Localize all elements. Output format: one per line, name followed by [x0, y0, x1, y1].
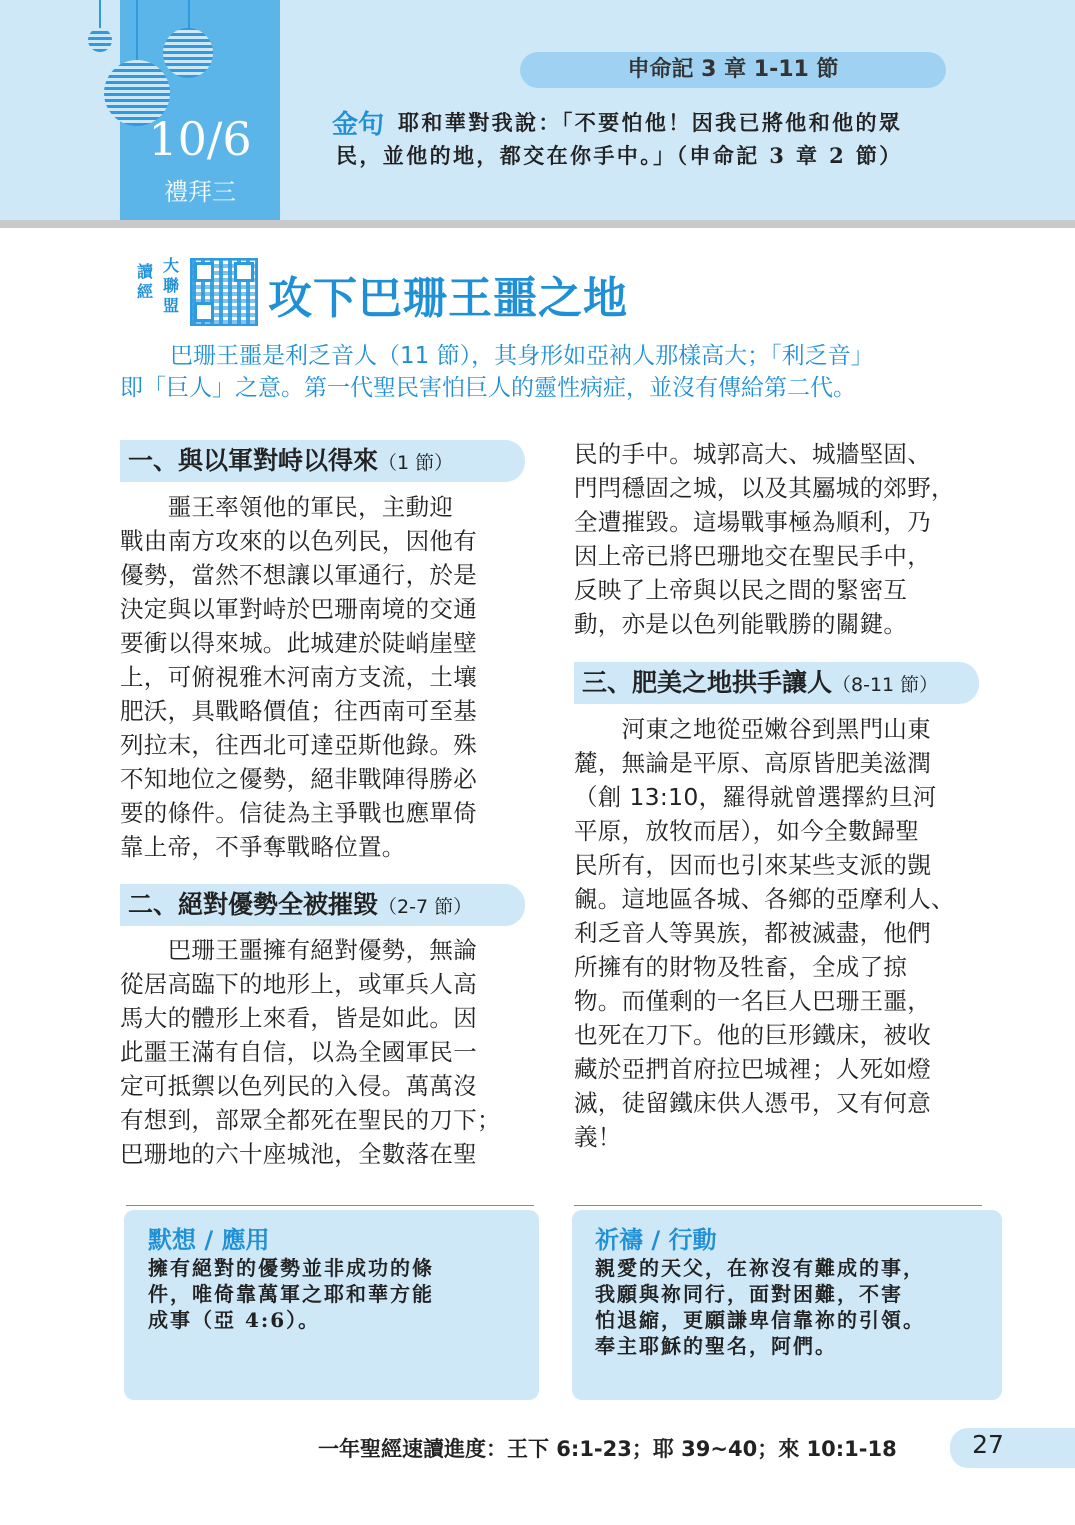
prayer-line: 怕退縮，更願謙卑信靠祢的引領。 — [595, 1308, 925, 1332]
body-line: 因上帝已將巴珊地交在聖民手中， — [574, 542, 931, 570]
header-divider — [0, 220, 1075, 228]
body-line: 全遭摧毀。這場戰事極為順利，乃 — [574, 508, 931, 536]
side-label-col2: 大聯盟 — [162, 256, 179, 315]
section-body-2 — [120, 933, 530, 1171]
body-line: 動，亦是以色列能戰勝的關鍵。 — [574, 610, 908, 638]
body-line: 定可抵禦以色列民的入侵。萬萬沒 — [120, 1072, 477, 1100]
body-line: 藏於亞捫首府拉巴城裡；人死如燈 — [574, 1055, 931, 1083]
body-line: 噩王率領他的軍民，主動迎 — [120, 493, 454, 521]
body-line: 巴珊地的六十座城池，全數落在聖 — [120, 1140, 477, 1168]
body-line: 覦。這地區各城、各鄉的亞摩利人、 — [574, 885, 955, 913]
body-line: 上，可俯視雅木河南方支流，土壤 — [120, 663, 477, 691]
side-label-col1: 讀經 — [136, 262, 153, 301]
section-heading-1 — [120, 440, 525, 482]
body-line: 反映了上帝與以民之間的緊密互 — [574, 576, 908, 604]
intro-paragraph — [120, 340, 990, 404]
section-body-3 — [574, 712, 984, 1154]
reflection-title: 默想 / 應用 — [148, 1226, 270, 1254]
prayer-line: 奉主耶穌的聖名，阿們。 — [595, 1334, 837, 1358]
body-line: 馬大的體形上來看，皆是如此。因 — [120, 1004, 477, 1032]
golden-verse-label: 金句 — [332, 110, 385, 140]
date: 10/6 — [148, 112, 252, 166]
section-heading-text: 一、與以軍對峙以得來 — [128, 446, 379, 475]
body-line: 門閂穩固之城，以及其屬城的郊野， — [574, 474, 955, 502]
body-line: 義！ — [574, 1123, 622, 1151]
body-line: 此噩王滿有自信，以為全國軍民一 — [120, 1038, 477, 1066]
section-heading-text: 二、絕對優勢全被摧毀 — [128, 890, 379, 919]
body-line: 決定與以軍對峙於巴珊南境的交通 — [120, 595, 477, 623]
body-line: 民的手中。城郭高大、城牆堅固、 — [574, 440, 931, 468]
body-line: 巴珊王噩擁有絕對優勢，無論 — [120, 936, 477, 964]
section-verse-ref: （2-7 節） — [378, 896, 473, 918]
body-line: 有想到，部眾全都死在聖民的刀下； — [120, 1106, 501, 1134]
reflection-line: 成事（亞 4:6）。 — [148, 1308, 321, 1332]
body-line: 要的條件。信徒為主爭戰也應單倚 — [120, 799, 477, 827]
qr-code-icon[interactable] — [190, 258, 258, 326]
reading-plan: 一年聖經速讀進度：王下 6:1-23；耶 39~40；來 10:1-18 — [318, 1437, 897, 1461]
divider — [126, 1205, 534, 1206]
body-line: 要衝以得來城。此城建於陡峭崖壁 — [120, 629, 477, 657]
body-line: 滅，徒留鐵床供人憑弔，又有何意 — [574, 1089, 931, 1117]
prayer-line: 親愛的天父，在祢沒有難成的事， — [595, 1256, 925, 1280]
prayer-text — [595, 1255, 925, 1359]
section-heading-text: 三、肥美之地拱手讓人 — [582, 668, 833, 697]
body-line: 利乏音人等異族，都被滅盡，他們 — [574, 919, 931, 947]
section-body-2-continued — [574, 437, 984, 641]
body-line: 從居高臨下的地形上，或軍兵人高 — [120, 970, 477, 998]
body-line: 肥沃，具戰略價值；往西南可至基 — [120, 697, 477, 725]
body-line: 所擁有的財物及牲畜，全成了掠 — [574, 953, 908, 981]
intro-line: 巴珊王噩是利乏音人（11 節），其身形如亞衲人那樣高大；「利乏音」 — [170, 343, 874, 369]
scripture-reference: 申命記 3 章 1-11 節 — [520, 52, 946, 88]
section-heading-3 — [574, 662, 979, 704]
reflection-line: 擁有絕對的優勢並非成功的條 — [148, 1256, 434, 1280]
body-line: （創 13:10，羅得就曾選擇約旦河 — [574, 783, 937, 811]
body-line: 優勢，當然不想讓以軍通行，於是 — [120, 561, 477, 589]
reflection-line: 件，唯倚靠萬軍之耶和華方能 — [148, 1282, 434, 1306]
body-line: 不知地位之優勢，絕非戰陣得勝必 — [120, 765, 477, 793]
section-heading-2 — [120, 884, 525, 926]
body-line: 平原，放牧而居），如今全數歸聖 — [574, 817, 920, 845]
divider — [574, 1205, 982, 1206]
golden-verse-line2: 民，並他的地，都交在你手中。」（申命記 3 章 2 節） — [336, 143, 903, 168]
body-line: 民所有，因而也引來某些支派的覬 — [574, 851, 931, 879]
body-line: 麓，無論是平原、高原皆肥美滋潤 — [574, 749, 931, 777]
body-line: 戰由南方攻來的以色列民，因他有 — [120, 527, 477, 555]
body-line: 河東之地從亞嫩谷到黑門山東 — [574, 715, 931, 743]
section-body-1 — [120, 490, 530, 864]
reflection-text — [148, 1255, 434, 1333]
golden-verse-line1: 耶和華對我說：「不要怕他！因我已將他和他的眾 — [398, 110, 903, 135]
body-line: 列拉末，往西北可達亞斯他錄。殊 — [120, 731, 477, 759]
intro-line: 即「巨人」之意。第一代聖民害怕巨人的靈性病症，並沒有傳給第二代。 — [120, 375, 856, 401]
body-line: 靠上帝，不爭奪戰略位置。 — [120, 833, 406, 861]
body-line: 物。而僅剩的一名巨人巴珊王噩， — [574, 987, 931, 1015]
section-verse-ref: （1 節） — [378, 452, 454, 474]
section-verse-ref: （8-11 節） — [832, 674, 939, 696]
prayer-line: 我願與祢同行，面對困難，不害 — [595, 1282, 903, 1306]
body-line: 也死在刀下。他的巨形鐵床，被收 — [574, 1021, 931, 1049]
prayer-title: 祈禱 / 行動 — [595, 1226, 717, 1254]
page-number: 27 — [972, 1430, 1004, 1459]
weekday: 禮拜三 — [164, 178, 236, 206]
page-title: 攻下巴珊王噩之地 — [268, 273, 628, 324]
